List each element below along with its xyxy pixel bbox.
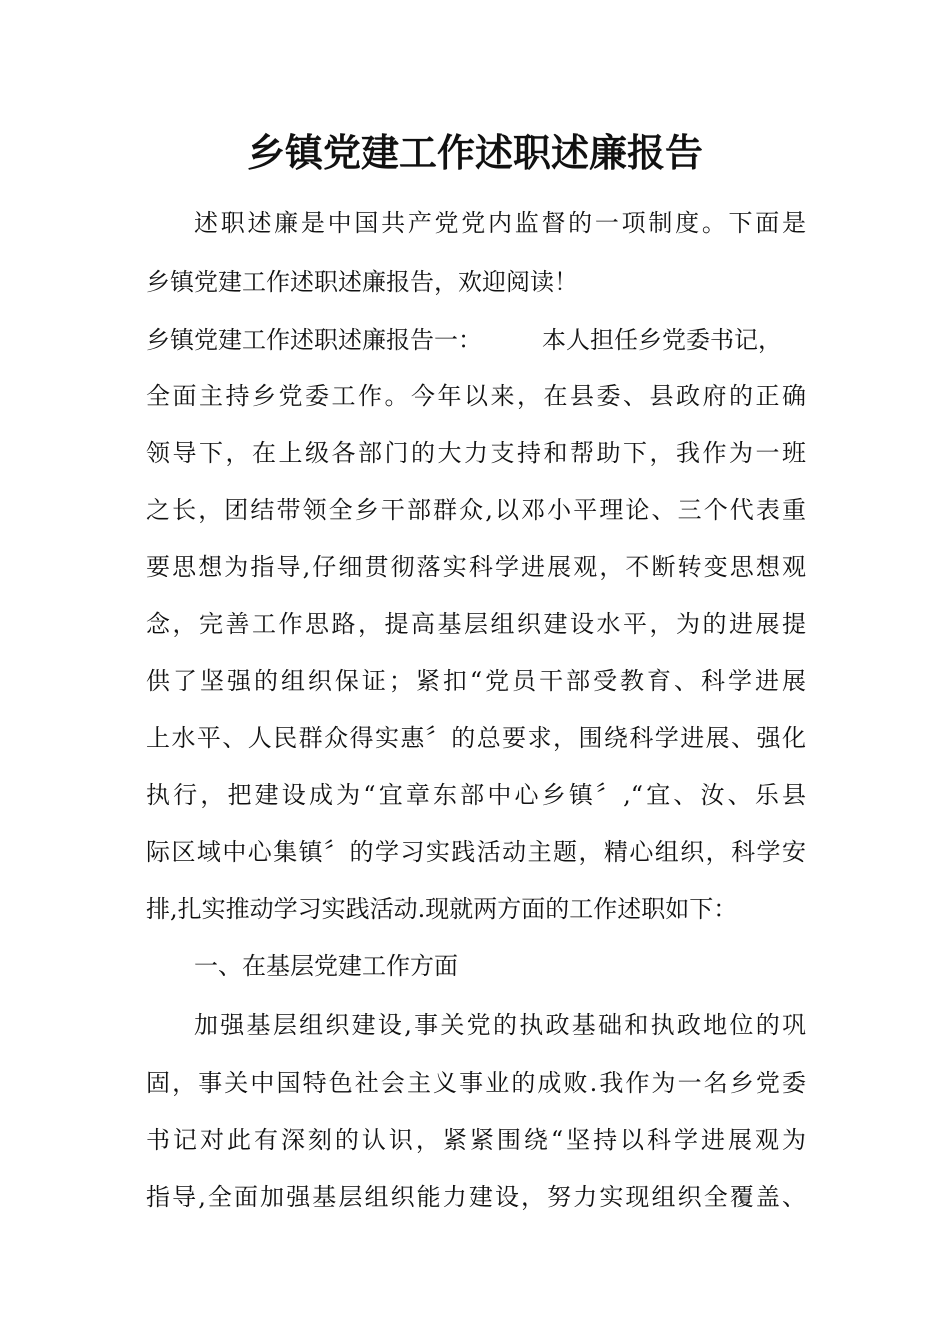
report-heading-line [146,320,806,360]
paragraph-line: 上水平、人民群众得实惠〞的总要求，围绕科学进展、强化 [146,724,806,752]
report-intro: 本人担任乡党委书记， [542,326,782,354]
paragraph-line: 念，完善工作思路，提高基层组织建设水平，为的进展提 [146,610,806,638]
paragraph-line: 领导下，在上级各部门的大力支持和帮助下，我作为一班 [146,439,806,467]
paragraph-line: 全面主持乡党委工作。今年以来，在县委、县政府的正确 [146,382,806,410]
paragraph-line: 加强基层组织建设,事关党的执政基础和执政地位的巩 [194,1011,806,1039]
paragraph-line: 述职述廉是中国共产党党内监督的一项制度。下面是 [194,209,806,237]
paragraph-line: 指导,全面加强基层组织能力建设，努力实现组织全覆盖、 [146,1183,806,1211]
paragraph-line: 际区域中心集镇〞的学习实践活动主题，精心组织，科学安 [146,838,806,866]
paragraph-line: 供了坚强的组织保证；紧扣“党员干部受教育、科学进展 [146,667,806,695]
paragraph-line: 书记对此有深刻的认识，紧紧围绕“坚持以科学进展观为 [146,1126,806,1154]
document-title: 乡镇党建工作述职述廉报告 [246,130,703,175]
paragraph-line: 乡镇党建工作述职述廉报告，欢迎阅读！ [146,268,578,296]
paragraph-line: 之长，团结带领全乡干部群众,以邓小平理论、三个代表重 [146,496,806,524]
paragraph-line: 固，事关中国特色社会主义事业的成败.我作为一名乡党委 [146,1069,806,1097]
paragraph-line: 要思想为指导,仔细贯彻落实科学进展观，不断转变思想观 [146,553,806,581]
section-heading: 一、在基层党建工作方面 [194,952,458,980]
paragraph-line: 排,扎实推动学习实践活动.现就两方面的工作述职如下： [146,895,738,923]
report-heading: 乡镇党建工作述职述廉报告一： [146,326,482,354]
paragraph-line: 执行，把建设成为“宜章东部中心乡镇〞,“宜、汝、乐县 [146,781,806,809]
